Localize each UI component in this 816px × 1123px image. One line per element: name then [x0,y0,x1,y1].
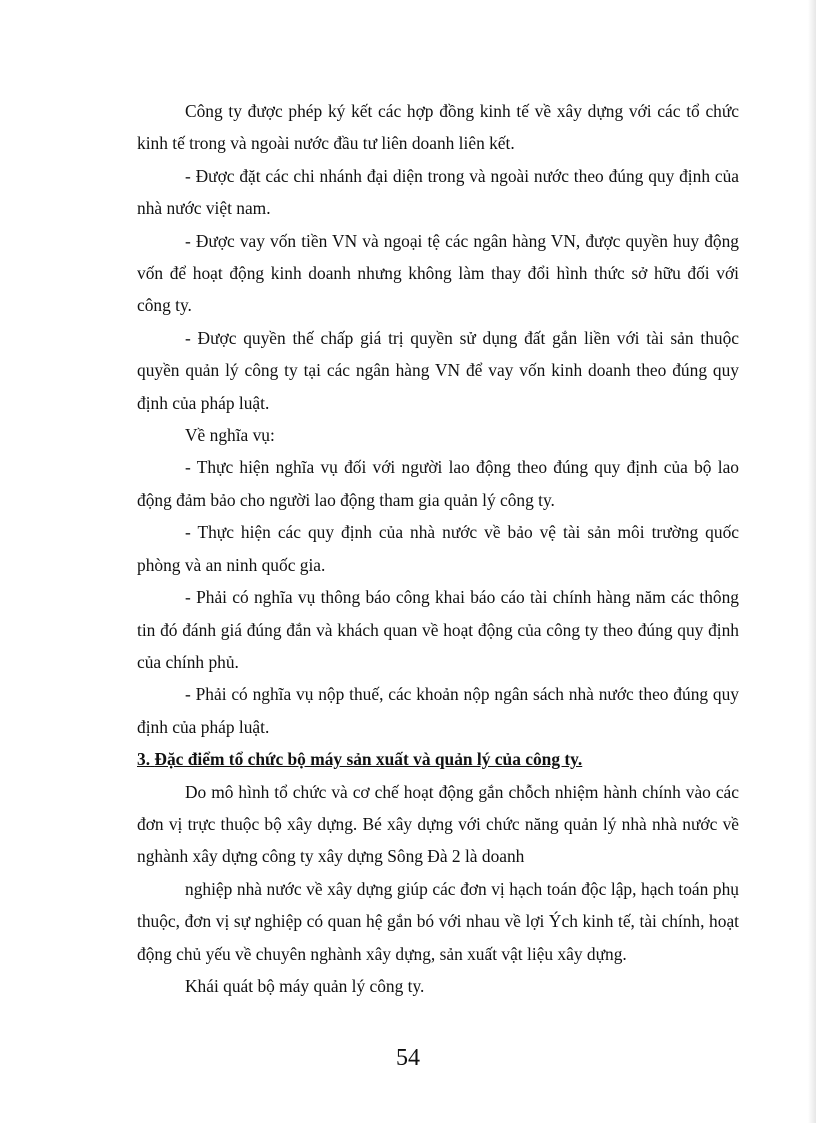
paragraph-labor: - Thực hiện nghĩa vụ đối với người lao động theo đúng quy định của bộ lao động đảm bảo cho người lao động tham gia quản lý công ty. [137,457,739,510]
paragraph-tax: - Phải có nghĩa vụ nộp thuế, các khoản nộp ngân sách nhà nước theo đúng quy định của pháp luật. [137,684,739,737]
document-body [137,95,739,1002]
paragraph-environment: - Thực hiện các quy định của nhà nước về bảo vệ tài sản môi trường quốc phòng và an ninh quốc gia. [137,522,739,575]
paragraph-management-overview: Khái quát bộ máy quản lý công ty. [185,975,425,996]
section-heading-text: Đặc điểm tổ chức bộ máy sản xuất và quản lý của công ty. [154,749,583,770]
section-heading [137,743,739,775]
page-number: 54 [396,1045,420,1071]
paragraph-financial-report: - Phải có nghĩa vụ thông báo công khai báo cáo tài chính hàng năm các thông tin đó đánh giá đúng đắn và khách quan về hoạt động của công ty theo đúng quy định của chính phủ. [137,587,739,672]
paragraph-organization-continued: nghiệp nhà nước về xây dựng giúp các đơn vị hạch toán độc lập, hạch toán phụ thuộc, đơn vị sự nghiệp có quan hệ gắn bó với nhau về lợi Ých kinh tế, tài chính, hoạt động chủ yếu về chuyên nghành xây dựng, sản xuất vật liệu xây dựng. [137,878,739,964]
page-edge-shadow [808,0,816,1123]
paragraph-branches: - Được đặt các chi nhánh đại diện trong và ngoài nước theo đúng quy định của nhà nước việt nam. [137,165,739,219]
section-heading-number: 3. [137,749,151,770]
paragraph-organization-model: Do mô hình tổ chức và cơ chế hoạt động gắn chỗch nhiệm hành chính vào các đơn vị trực thuộc bộ xây dựng. Bé xây dựng với chức năng quản lý nhà nhà nước về nghành xây dựng công ty xây dựng Sông Đà 2 là doanh [137,781,739,867]
paragraph-loans: - Được vay vốn tiền VN và ngoại tệ các ngân hàng VN, được quyền huy động vốn để hoạt động kinh doanh nhưng không làm thay đổi hình thức sở hữu đối với công ty. [137,230,739,316]
paragraph-obligations-title: Về nghĩa vụ: [185,425,275,446]
paragraph-mortgage: - Được quyền thế chấp giá trị quyền sử dụng đất gắn liền với tài sản thuộc quyền quản lý công ty tại các ngân hàng VN để vay vốn kinh doanh theo đúng quy định của pháp luật. [137,327,739,413]
paragraph-contracts: Công ty được phép ký kết các hợp đồng kinh tế về xây dựng với các tổ chức kinh tế trong và ngoài nước đầu tư liên doanh liên kết. [137,101,739,154]
